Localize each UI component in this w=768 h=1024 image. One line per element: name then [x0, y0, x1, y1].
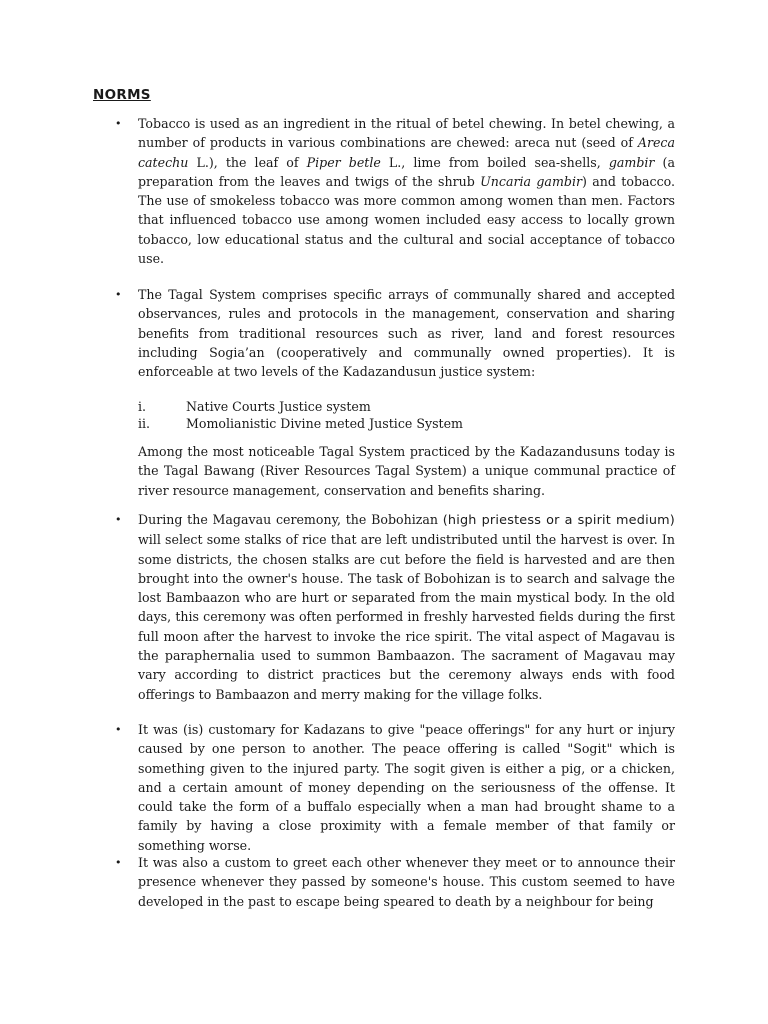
bullet-item-tagal-system: [115, 285, 675, 381]
justice-levels-list: [138, 398, 675, 432]
paragraph-sogit: It was (is) customary for Kadazans to give "peace offerings" for any hurt or injury caused by one person to another. The peace offering is called "Sogit" which is something given to the injured party. The sogit given is either a pig, or a chicken, and a certain amount of money depending on the seriousness of the offense. It could take the form of a buffalo especially when a man had brought shame to a family by having a close proximity with a female member of that family or something worse.: [138, 722, 675, 853]
bullet-icon: •: [115, 288, 122, 301]
paragraph-tagal-system: The Tagal System comprises specific arrays of communally shared and accepted observances, rules and protocols in the management, conservation and sharing benefits from traditional resources such as river, land and forest resources including Sogia’an (cooperatively and communally owned properties). It is enforceable at two levels of the Kadazandusun justice system:: [138, 287, 675, 380]
section-heading: NORMS: [93, 87, 151, 103]
bullet-icon: •: [115, 723, 122, 736]
bullet-item-sogit: [115, 720, 675, 855]
list-item: [138, 398, 675, 415]
paragraph-greeting: It was also a custom to greet each other whenever they meet or to announce their presence whenever they passed by someone's house. This custom seemed to have developed in the past to escape being speared to death by a neighbour for being: [138, 855, 675, 909]
paragraph-tobacco: Tobacco is used as an ingredient in the ritual of betel chewing. In betel chewing, a number of products in various combinations are chewed: areca nut (seed of Areca catechu L.), the leaf of Piper betle L., lime from boiled sea-shells, gambir (a preparation from the leaves and twigs of the shrub Uncaria gambir) and tobacco. The use of smokeless tobacco was more common among women than men. Factors that influenced tobacco use among women included easy access to locally grown tobacco, low educational status and the cultural and social acceptance of tobacco use.: [138, 116, 675, 267]
bullet-icon: •: [115, 117, 122, 130]
bullet-icon: •: [115, 513, 122, 526]
paragraph-tagal-bawang: Among the most noticeable Tagal System practiced by the Kadazandusuns today is the Tagal Bawang (River Resources Tagal System) a unique communal practice of river resource management, conservation and benefits sharing.: [138, 444, 675, 498]
list-number: i.: [138, 399, 147, 414]
list-number: ii.: [138, 416, 151, 431]
bullet-item-magavau: [115, 510, 675, 704]
bullet-item-tobacco: [115, 114, 675, 268]
list-text: Momolianistic Divine meted Justice System: [186, 416, 464, 431]
bullet-item-greeting: [115, 853, 675, 911]
list-item: [138, 415, 675, 432]
paragraph-magavau: During the Magavau ceremony, the Bobohizan (high priestess or a spirit medium) will select some stalks of rice that are left undistributed until the harvest is over. In some districts, the chosen stalks are cut before the field is harvested and are then brought into the owner's house. The task of Bobohizan is to search and salvage the lost Bambaazon who are hurt or separated from the main mystical body. In the old days, this ceremony was often performed in freshly harvested fields during the first full moon after the harvest to invoke the rice spirit. The vital aspect of Magavau is the paraphernalia used to summon Bambaazon. The sacrament of Magavau may vary according to district practices but the ceremony always ends with food offerings to Bambaazon and merry making for the village folks.: [138, 512, 675, 702]
list-text: Native Courts Justice system: [186, 399, 371, 414]
bullet-icon: •: [115, 856, 122, 869]
